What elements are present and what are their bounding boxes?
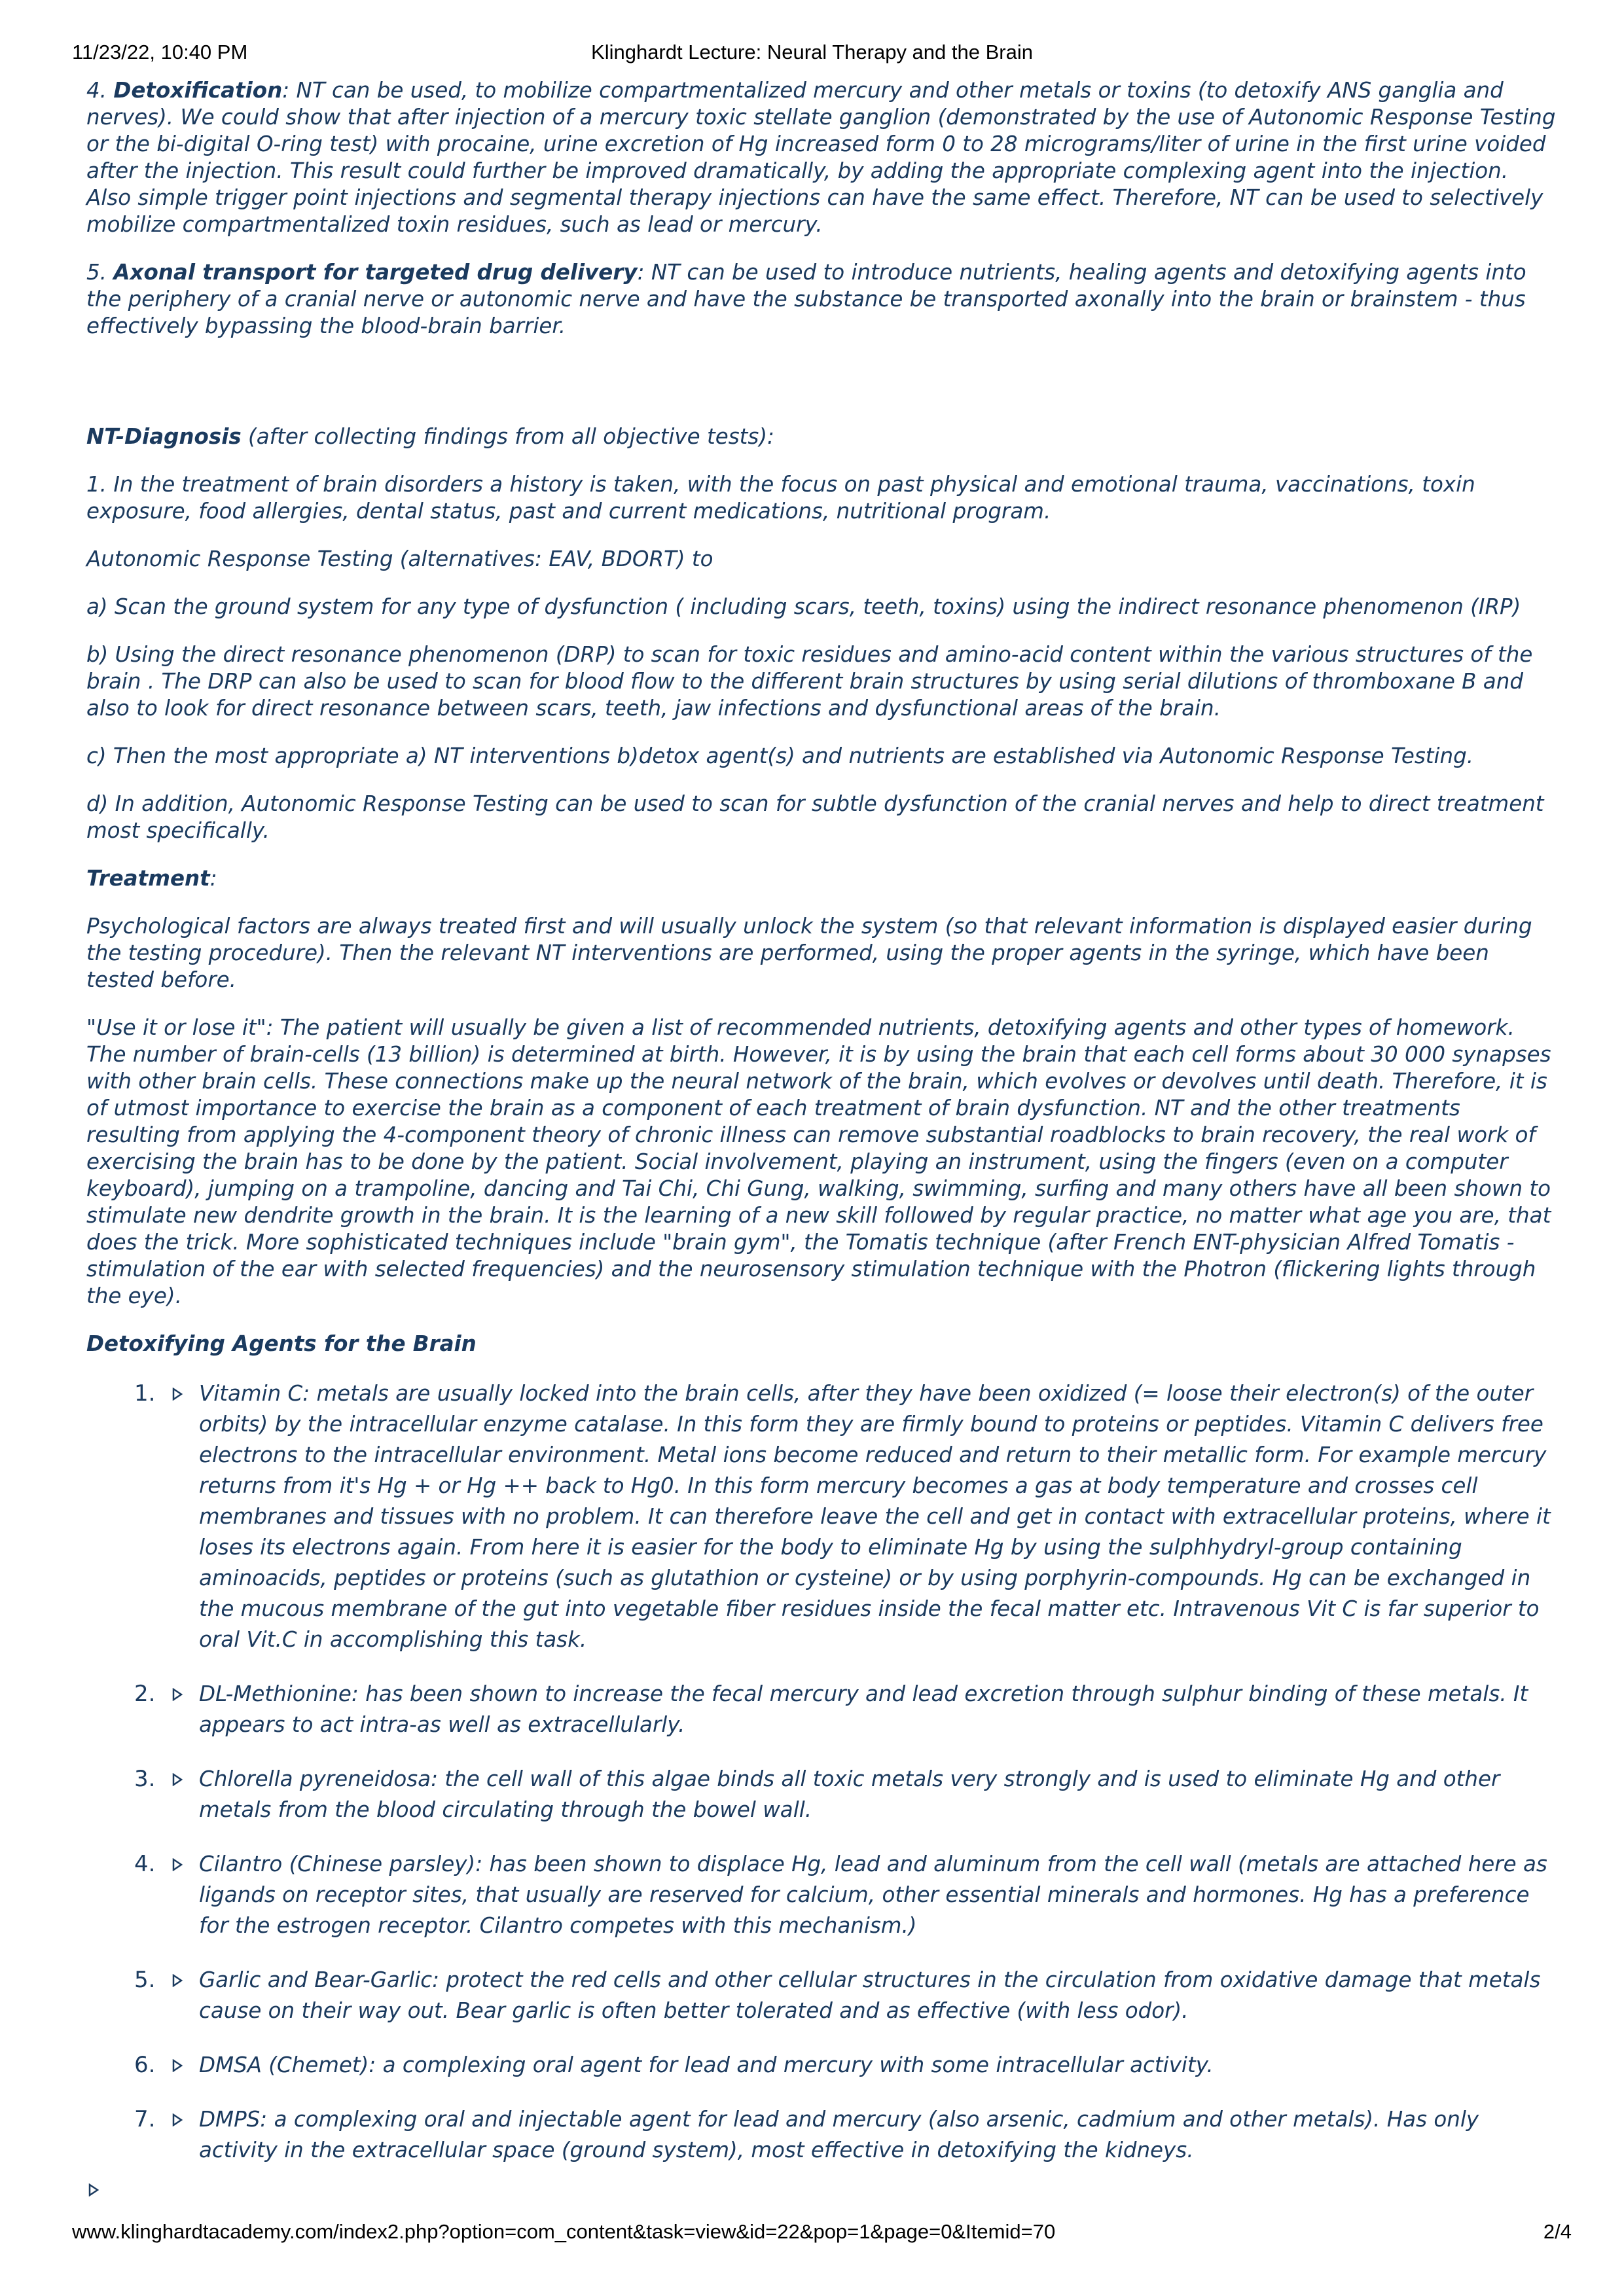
list-item: 1. Vitamin C: metals are usually locked into the brain cells, after they have been oxidized (= loose their electron(s) of the outer orbits) by the intracellular enzyme catalase. In this form they are firmly bound to proteins or peptides. Vitamin C delivers free electrons to the intracellular environment. Metal ions become reduced and return to their metallic form. For example mercury returns from it's Hg + or Hg ++ back to Hg0. In this form mercury becomes a gas at body temperature and crosses cell membranes and tissues with no problem. It can therefore leave the cell and get in contact with extracellular proteins, where it loses its electrons again. From here it is easier for the body to eliminate Hg by using the sulphhydryl-group containing aminoacids, peptides or proteins (such as glutathion or cysteine) or by using porphyrin-compounds. Hg can be exchanged in the mucous membrane of the gut into vegetable fiber residues inside the fecal matter etc. Intravenous Vit C is far superior to oral Vit.C in accomplishing this task. xyxy=(86,1378,1559,1655)
page-url: www.klinghardtacademy.com/index2.php?option=com_content&task=view&id=22&pop=1&page=0&Itemid=70 xyxy=(72,2220,1056,2243)
disclosure-triangle-icon[interactable] xyxy=(171,2059,183,2072)
disclosure-triangle-icon[interactable] xyxy=(171,1773,183,1786)
diagnosis-heading: NT-Diagnosis (after collecting findings from all objective tests): xyxy=(86,424,774,449)
paragraph: Psychological factors are always treated first and will usually unlock the system (so that relevant information is displayed easier during the testing procedure). Then the relevant NT interventions are performed, using the proper agents in the syringe, which have been tested before. xyxy=(86,914,1532,992)
paragraph: d) In addition, Autonomic Response Testing can be used to scan for subtle dysfunction of the cranial nerves and help to direct treatment most specifically. xyxy=(86,791,1544,843)
list-number: 4. xyxy=(134,1851,156,1877)
section-axonal-transport: 5. Axonal transport for targeted drug delivery: NT can be used to introduce nutrients, healing agents and detoxifying agents into the periphery of a cranial nerve or autonomic nerve and have the substance be transported axonally into the brain or brainstem - thus effectively bypassing the blood-brain barrier. xyxy=(86,260,1526,338)
disclosure-triangle-icon[interactable] xyxy=(171,1388,183,1401)
list-item: 6. DMSA (Chemet): a complexing oral agent for lead and mercury with some intracellular activity. xyxy=(86,2050,1559,2081)
disclosure-triangle-icon[interactable] xyxy=(171,1974,183,1987)
article-content xyxy=(86,77,1559,2189)
agents-list xyxy=(86,1378,1559,2166)
list-number: 3. xyxy=(134,1766,156,1792)
disclosure-triangle-icon[interactable] xyxy=(171,1688,183,1701)
paragraph: c) Then the most appropriate a) NT interventions b)detox agent(s) and nutrients are established via Autonomic Response Testing. xyxy=(86,744,1474,768)
list-item: 2. DL-Methionine: has been shown to increase the fecal mercury and lead excretion through sulphur binding of these metals. It appears to act intra-as well as extracellularly. xyxy=(86,1679,1559,1740)
list-number: 1. xyxy=(134,1380,156,1407)
list-item: 7. DMPS: a complexing oral and injectable agent for lead and mercury (also arsenic, cadmium and other metals). Has only activity in the extracellular space (ground system), most effective in detoxifying the kidneys. xyxy=(86,2104,1559,2166)
agents-heading: Detoxifying Agents for the Brain xyxy=(86,1331,477,1356)
list-number: 5. xyxy=(134,1967,156,1993)
page-number: 2/4 xyxy=(1543,2220,1572,2243)
disclosure-triangle-icon[interactable] xyxy=(88,2183,99,2197)
disclosure-triangle-icon[interactable] xyxy=(171,2113,183,2126)
section-title: Detoxification xyxy=(113,78,283,103)
treatment-heading: Treatment: xyxy=(86,866,217,891)
print-footer xyxy=(0,2220,1624,2246)
disclosure-triangle-icon[interactable] xyxy=(171,1858,183,1871)
paragraph: b) Using the direct resonance phenomenon (DRP) to scan for toxic residues and amino-acid content within the various structures of the brain . The DRP can also be used to scan for blood flow to the different brain structures by using serial dilutions of thromboxane B and also to look for direct resonance between scars, teeth, jaw infections and dysfunctional areas of the brain. xyxy=(86,642,1533,721)
print-header xyxy=(0,41,1624,67)
list-item: 5. Garlic and Bear-Garlic: protect the red cells and other cellular structures in the circulation from oxidative damage that metals cause on their way out. Bear garlic is often better tolerated and as effective (with less odor). xyxy=(86,1965,1559,2026)
paragraph: "Use it or lose it": The patient will usually be given a list of recommended nutrients, detoxifying agents and other types of homework. The number of brain-cells (13 billion) is determined at birth. However, it is by using the brain that each cell forms about 30 000 synapses with other brain cells. These connections make up the neural network of the brain, which evolves or devolves until death. Therefore, it is of utmost importance to exercise the brain as a component of each treatment of brain dysfunction. NT and the other treatments resulting from applying the 4-component theory of chronic illness can remove substantial roadblocks to brain recovery, the real work of exercising the brain has to be done by the patient. Social involvement, playing an instrument, using the fingers (even on a computer keyboard), jumping on a trampoline, dancing and Tai Chi, Chi Gung, walking, swimming, surfing and many others have all been shown to stimulate new dendrite growth in the brain. It is the learning of a new skill followed by regular practice, no matter what age you are, that does the trick. More sophisticated techniques include "brain gym", the Tomatis technique (after French ENT-physician Alfred Tomatis - stimulation of the ear with selected frequencies) and the neurosensory stimulation technique with the Photron (flickering lights through the eye). xyxy=(86,1015,1551,1308)
list-number: 6. xyxy=(134,2052,156,2078)
list-item: 3. Chlorella pyreneidosa: the cell wall of this algae binds all toxic metals very strongly and is used to eliminate Hg and other metals from the blood circulating through the bowel wall. xyxy=(86,1764,1559,1825)
section-detoxification: 4. Detoxification: NT can be used, to mobilize compartmentalized mercury and other metals or toxins (to detoxify ANS ganglia and nerves). We could show that after injection of a mercury toxic stellate ganglion (demonstrated by the use of Autonomic Response Testing or the bi-digital O-ring test) with procaine, urine excretion of Hg increased form 0 to 28 micrograms/liter of urine in the first urine voided after the injection. This result could further be improved dramatically, by adding the appropriate complexing agent into the injection. Also simple trigger point injections and segmental therapy injections can have the same effect. Therefore, NT can be used to selectively mobilize compartmentalized toxin residues, such as lead or mercury. xyxy=(86,78,1556,237)
print-page-title: Klinghardt Lecture: Neural Therapy and the Brain xyxy=(591,41,1033,63)
list-number: 2. xyxy=(134,1681,156,1707)
section-title: Axonal transport for targeted drug delivery xyxy=(113,260,638,285)
list-number: 7. xyxy=(134,2106,156,2132)
print-datetime: 11/23/22, 10:40 PM xyxy=(72,41,248,63)
paragraph: 1. In the treatment of brain disorders a history is taken, with the focus on past physical and emotional trauma, vaccinations, toxin exposure, food allergies, dental status, past and current medications, nutritional program. xyxy=(86,472,1475,524)
paragraph: a) Scan the ground system for any type of dysfunction ( including scars, teeth, toxins) using the indirect resonance phenomenon (IRP) xyxy=(86,594,1521,619)
list-item: 4. Cilantro (Chinese parsley): has been shown to displace Hg, lead and aluminum from the cell wall (metals are attached here as ligands on receptor sites, that usually are reserved for calcium, other essential minerals and hormones. Hg has a preference for the estrogen receptor. Cilantro competes with this mechanism.) xyxy=(86,1849,1559,1941)
paragraph: Autonomic Response Testing (alternatives: EAV, BDORT) to xyxy=(86,547,713,571)
